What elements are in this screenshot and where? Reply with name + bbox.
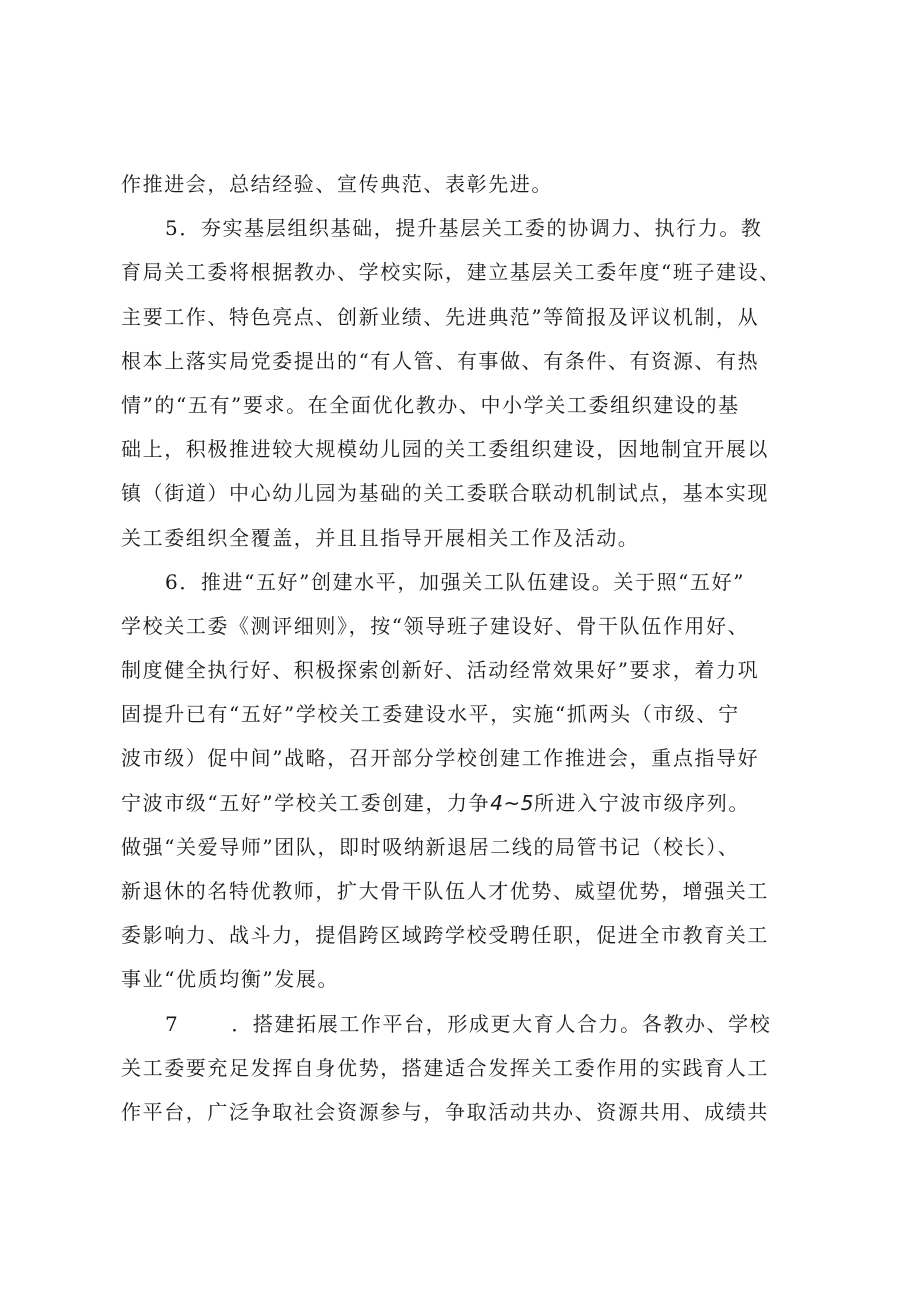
paragraph-continuation-line: 作推进会，总结经验、宣传典范、表彰先进。 bbox=[121, 172, 553, 196]
paragraph-6-line-8: 新退休的名特优教师，扩大骨干队伍人才优势、威望优势，增强关工 bbox=[121, 879, 769, 903]
paragraph-6-line-7: 做强“关爱导师”团队，即时吸纳新退居二线的局管书记（校长）、 bbox=[121, 834, 740, 859]
paragraph-6-line-9: 委影响力、战斗力，提倡跨区域跨学校受聘任职，促进全市教育关工 bbox=[121, 923, 769, 948]
paragraph-7-line-1 bbox=[121, 1002, 811, 1046]
paragraph-6-line-6-pre: 宁波市级“五好”学校关工委创建，力争 bbox=[121, 790, 491, 815]
paragraph-5-line-6: 础上，积极推进较大规模幼儿园的关工委组织建设，因地制宜开展以 bbox=[121, 437, 769, 462]
paragraph-6-line-5: 波市级）促中间”战略，召开部分学校创建工作推进会，重点指导好 bbox=[121, 746, 760, 771]
paragraph-6-line-4: 固提升已有“五好”学校关工委建设水平，实施“抓两头（市级、宁 bbox=[121, 702, 740, 727]
paragraph-7-line-2: 关工委要充足发挥自身优势，搭建适合发挥关工委作用的实践育人工 bbox=[121, 1055, 769, 1080]
paragraph-5-line-7: 镇（街道）中心幼儿园为基础的关工委联合联动机制试点，基本实现 bbox=[121, 481, 769, 506]
paragraph-5-line-1: 5．夯实基层组织基础，提升基层关工委的协调力、执行力。教 bbox=[165, 216, 763, 241]
paragraph-6-line-2: 学校关工委《测评细则》，按“领导班子建设好、骨干队伍作用好、 bbox=[121, 613, 750, 638]
paragraph-6-quota-number: 4~5 bbox=[490, 790, 534, 815]
paragraph-5-line-4: 根本上落实局党委提出的“有人管、有事做、有条件、有资源、有热 bbox=[121, 348, 760, 373]
paragraph-6-line-10: 事业“优质均衡”发展。 bbox=[121, 967, 340, 992]
paragraph-7-line-1-text: ．搭建拓展工作平台，形成更大育人合力。各教办、学校 bbox=[231, 1011, 772, 1036]
paragraph-6-line-1: 6．推进“五好”创建水平，加强关工队伍建设。关于照“五好” bbox=[165, 569, 746, 594]
paragraph-6-line-6 bbox=[121, 781, 811, 825]
paragraph-7-number: 7 bbox=[165, 1011, 180, 1036]
paragraph-5-line-8: 关工委组织全覆盖，并且且指导开展相关工作及活动。 bbox=[121, 525, 640, 550]
paragraph-5-line-2: 育局关工委将根据教办、学校实际，建立基层关工委年度“班子建设、 bbox=[121, 260, 781, 285]
document-body bbox=[121, 162, 811, 1134]
paragraph-7-line-3: 作平台，广泛争取社会资源参与，争取活动共办、资源共用、成绩共 bbox=[121, 1099, 769, 1124]
paragraph-5-line-3: 主要工作、特色亮点、创新业绩、先进典范”等简报及评议机制，从 bbox=[121, 304, 760, 329]
paragraph-6-line-6-post: 所进入宁波市级序列。 bbox=[533, 790, 750, 815]
paragraph-5-line-5: 情”的“五有”要求。在全面优化教办、中小学关工委组织建设的基 bbox=[121, 392, 740, 417]
paragraph-6-line-3: 制度健全执行好、积极探索创新好、活动经常效果好”要求，着力巩 bbox=[121, 658, 760, 683]
